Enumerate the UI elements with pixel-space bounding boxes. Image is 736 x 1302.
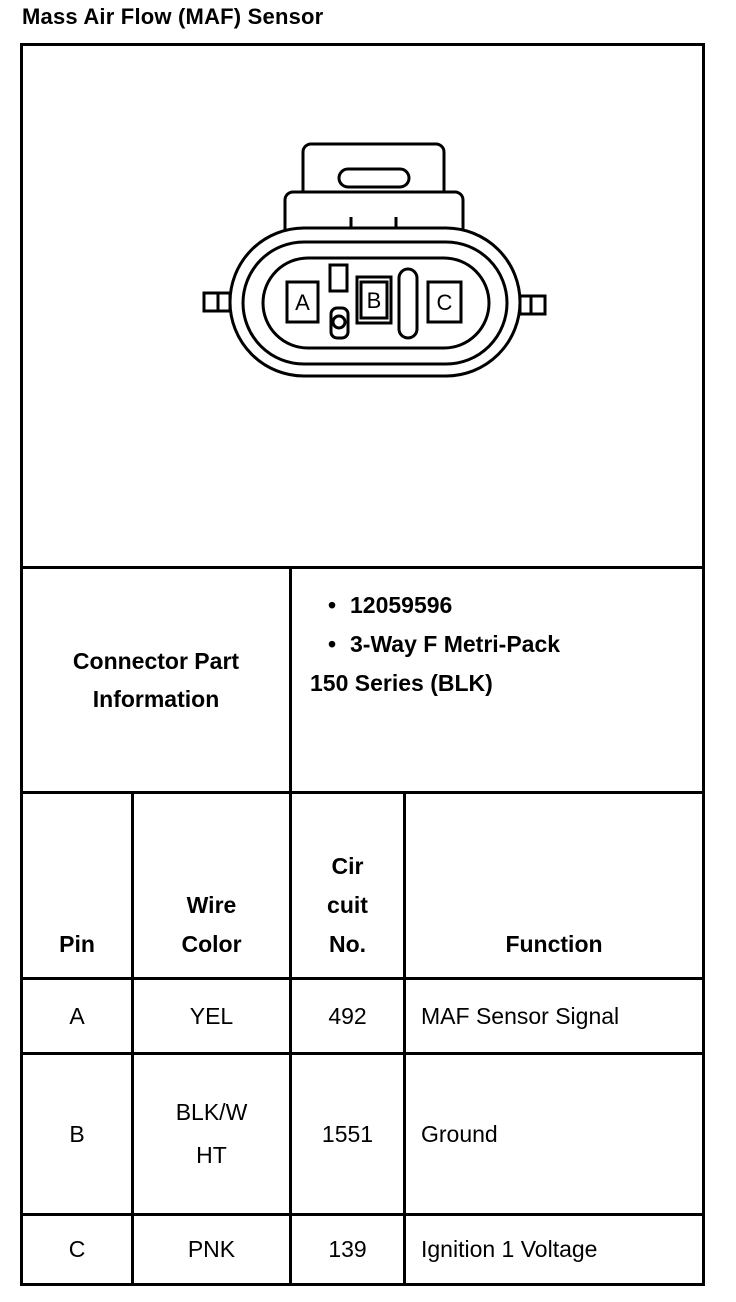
connector-part-info-values	[310, 586, 560, 703]
header-pin: Pin	[59, 931, 95, 957]
function-cell: Ignition 1 Voltage	[421, 1236, 598, 1262]
table-row	[23, 1216, 131, 1283]
pin-b-label: B	[366, 288, 382, 313]
function-cell: MAF Sensor Signal	[421, 1002, 620, 1029]
pin-c-label: C	[436, 290, 453, 315]
pin-a-label: A	[295, 290, 310, 315]
function-cell: Ground	[421, 1120, 498, 1147]
table-row	[23, 1055, 131, 1213]
pin-cell: A	[69, 1002, 85, 1029]
circuit-cell: 139	[328, 1236, 367, 1262]
circuit-cell: 1551	[321, 1120, 374, 1147]
wire-color-cell: PNK	[187, 1236, 236, 1262]
connector-part-info-label: Connector Part Information	[72, 647, 240, 712]
connector-drawing	[23, 46, 702, 566]
connector-diagram	[23, 46, 702, 566]
pin-cell: C	[68, 1236, 86, 1262]
header-circuit-no: Cir cuit No.	[327, 853, 368, 957]
part-continuation: 150 Series (BLK)	[310, 670, 493, 696]
page-title: Mass Air Flow (MAF) Sensor	[22, 4, 324, 29]
pin-cell: B	[69, 1120, 85, 1147]
wire-color-cell: YEL	[189, 1002, 234, 1029]
circuit-cell: 492	[328, 1002, 367, 1029]
table-row	[23, 980, 131, 1052]
center-rib	[399, 269, 417, 338]
part-bullet: • 3-Way F Metri-Pack	[328, 631, 561, 657]
header-function: Function	[505, 931, 603, 957]
latch-slot	[339, 169, 409, 187]
header-wire-color: Wire Color	[181, 892, 242, 957]
wire-color-cell: BLK/W HT	[175, 1099, 248, 1168]
key-top	[330, 265, 347, 291]
part-bullet: • 12059596	[328, 592, 453, 618]
connector-table	[20, 43, 705, 1286]
